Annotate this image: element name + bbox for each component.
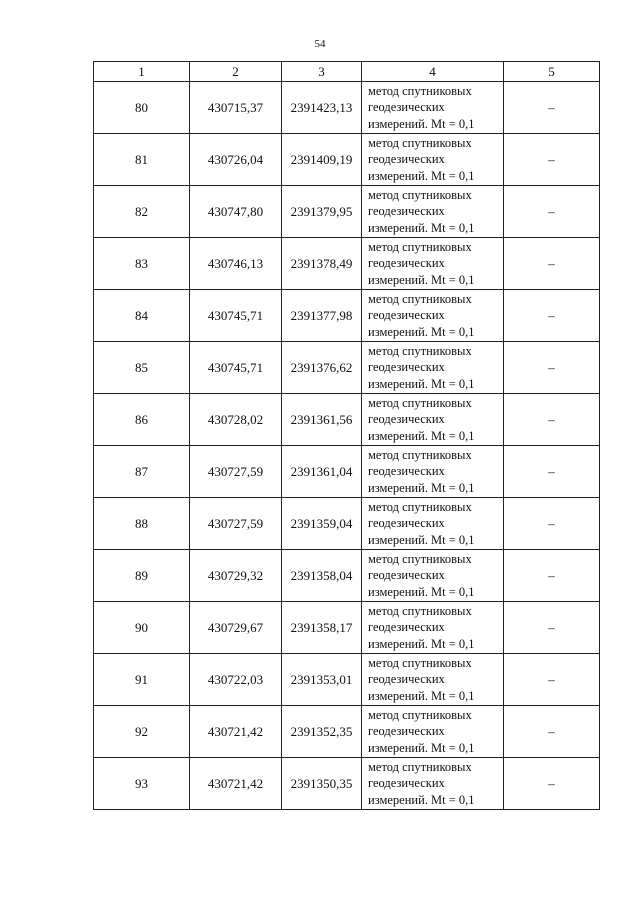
method-line: измерений. Mt = 0,1 <box>368 220 475 235</box>
method-cell <box>362 342 504 394</box>
note-cell: – <box>504 654 600 706</box>
point-number-cell: 83 <box>94 238 190 290</box>
y-coordinate-cell: 2391361,04 <box>282 446 362 498</box>
method-line: метод спутниковых <box>368 395 472 410</box>
method-cell <box>362 82 504 134</box>
x-coordinate-cell: 430721,42 <box>190 706 282 758</box>
point-number-cell: 82 <box>94 186 190 238</box>
method-cell <box>362 498 504 550</box>
method-line: метод спутниковых <box>368 447 472 462</box>
method-line: геодезических <box>368 464 445 479</box>
method-line: метод спутниковых <box>368 239 472 254</box>
note-cell: – <box>504 394 600 446</box>
y-coordinate-cell: 2391379,95 <box>282 186 362 238</box>
x-coordinate-cell: 430745,71 <box>190 342 282 394</box>
point-number-cell: 85 <box>94 342 190 394</box>
column-header: 2 <box>190 62 282 82</box>
method-line: геодезических <box>368 412 445 427</box>
method-cell <box>362 186 504 238</box>
point-number-cell: 86 <box>94 394 190 446</box>
x-coordinate-cell: 430729,67 <box>190 602 282 654</box>
method-line: метод спутниковых <box>368 707 472 722</box>
table-row <box>94 82 600 134</box>
point-number-cell: 92 <box>94 706 190 758</box>
method-line: геодезических <box>368 516 445 531</box>
y-coordinate-cell: 2391358,17 <box>282 602 362 654</box>
note-cell: – <box>504 238 600 290</box>
table-row <box>94 654 600 706</box>
x-coordinate-cell: 430729,32 <box>190 550 282 602</box>
point-number-cell: 81 <box>94 134 190 186</box>
x-coordinate-cell: 430728,02 <box>190 394 282 446</box>
x-coordinate-cell: 430727,59 <box>190 446 282 498</box>
table-row <box>94 134 600 186</box>
method-cell <box>362 602 504 654</box>
y-coordinate-cell: 2391350,35 <box>282 758 362 810</box>
method-line: геодезических <box>368 724 445 739</box>
note-cell: – <box>504 706 600 758</box>
table-row <box>94 238 600 290</box>
x-coordinate-cell: 430747,80 <box>190 186 282 238</box>
method-line: метод спутниковых <box>368 291 472 306</box>
x-coordinate-cell: 430721,42 <box>190 758 282 810</box>
method-line: метод спутниковых <box>368 551 472 566</box>
point-number-cell: 80 <box>94 82 190 134</box>
method-line: измерений. Mt = 0,1 <box>368 480 475 495</box>
note-cell: – <box>504 186 600 238</box>
point-number-cell: 91 <box>94 654 190 706</box>
table-row <box>94 290 600 342</box>
method-line: метод спутниковых <box>368 603 472 618</box>
x-coordinate-cell: 430726,04 <box>190 134 282 186</box>
method-line: измерений. Mt = 0,1 <box>368 584 475 599</box>
y-coordinate-cell: 2391352,35 <box>282 706 362 758</box>
method-line: метод спутниковых <box>368 135 472 150</box>
method-line: измерений. Mt = 0,1 <box>368 532 475 547</box>
method-cell <box>362 290 504 342</box>
table-row <box>94 706 600 758</box>
note-cell: – <box>504 550 600 602</box>
method-line: измерений. Mt = 0,1 <box>368 428 475 443</box>
method-line: измерений. Mt = 0,1 <box>368 636 475 651</box>
note-cell: – <box>504 342 600 394</box>
method-line: метод спутниковых <box>368 759 472 774</box>
point-number-cell: 93 <box>94 758 190 810</box>
table-row <box>94 758 600 810</box>
y-coordinate-cell: 2391376,62 <box>282 342 362 394</box>
method-line: измерений. Mt = 0,1 <box>368 792 475 807</box>
y-coordinate-cell: 2391409,19 <box>282 134 362 186</box>
note-cell: – <box>504 446 600 498</box>
column-header: 3 <box>282 62 362 82</box>
y-coordinate-cell: 2391423,13 <box>282 82 362 134</box>
x-coordinate-cell: 430746,13 <box>190 238 282 290</box>
method-line: геодезических <box>368 568 445 583</box>
method-line: геодезических <box>368 672 445 687</box>
method-line: метод спутниковых <box>368 83 472 98</box>
point-number-cell: 87 <box>94 446 190 498</box>
x-coordinate-cell: 430715,37 <box>190 82 282 134</box>
method-cell <box>362 706 504 758</box>
method-line: геодезических <box>368 776 445 791</box>
point-number-cell: 89 <box>94 550 190 602</box>
point-number-cell: 88 <box>94 498 190 550</box>
method-line: измерений. Mt = 0,1 <box>368 376 475 391</box>
y-coordinate-cell: 2391359,04 <box>282 498 362 550</box>
column-header: 4 <box>362 62 504 82</box>
table-row <box>94 446 600 498</box>
note-cell: – <box>504 290 600 342</box>
method-cell <box>362 654 504 706</box>
note-cell: – <box>504 498 600 550</box>
method-line: измерений. Mt = 0,1 <box>368 116 475 131</box>
page-number: 54 <box>314 38 326 50</box>
method-line: геодезических <box>368 620 445 635</box>
method-line: геодезических <box>368 256 445 271</box>
method-line: метод спутниковых <box>368 499 472 514</box>
table-row <box>94 498 600 550</box>
table-row <box>94 602 600 654</box>
point-number-cell: 90 <box>94 602 190 654</box>
method-line: метод спутниковых <box>368 343 472 358</box>
table-row <box>94 550 600 602</box>
method-cell <box>362 238 504 290</box>
method-line: измерений. Mt = 0,1 <box>368 324 475 339</box>
table-header-row <box>94 62 600 82</box>
method-line: измерений. Mt = 0,1 <box>368 688 475 703</box>
y-coordinate-cell: 2391378,49 <box>282 238 362 290</box>
method-line: измерений. Mt = 0,1 <box>368 740 475 755</box>
method-cell <box>362 394 504 446</box>
y-coordinate-cell: 2391353,01 <box>282 654 362 706</box>
note-cell: – <box>504 758 600 810</box>
method-cell <box>362 446 504 498</box>
table-row <box>94 186 600 238</box>
method-line: геодезических <box>368 360 445 375</box>
method-line: метод спутниковых <box>368 187 472 202</box>
method-line: геодезических <box>368 204 445 219</box>
y-coordinate-cell: 2391377,98 <box>282 290 362 342</box>
table-row <box>94 342 600 394</box>
column-header: 1 <box>94 62 190 82</box>
note-cell: – <box>504 82 600 134</box>
column-header: 5 <box>504 62 600 82</box>
method-line: геодезических <box>368 100 445 115</box>
method-line: измерений. Mt = 0,1 <box>368 272 475 287</box>
method-line: измерений. Mt = 0,1 <box>368 168 475 183</box>
note-cell: – <box>504 134 600 186</box>
y-coordinate-cell: 2391361,56 <box>282 394 362 446</box>
coordinates-table <box>93 61 600 810</box>
y-coordinate-cell: 2391358,04 <box>282 550 362 602</box>
x-coordinate-cell: 430727,59 <box>190 498 282 550</box>
method-line: геодезических <box>368 308 445 323</box>
method-line: геодезических <box>368 152 445 167</box>
table-row <box>94 394 600 446</box>
method-cell <box>362 134 504 186</box>
point-number-cell: 84 <box>94 290 190 342</box>
method-line: метод спутниковых <box>368 655 472 670</box>
method-cell <box>362 758 504 810</box>
x-coordinate-cell: 430745,71 <box>190 290 282 342</box>
note-cell: – <box>504 602 600 654</box>
method-cell <box>362 550 504 602</box>
x-coordinate-cell: 430722,03 <box>190 654 282 706</box>
table-body <box>94 82 600 810</box>
